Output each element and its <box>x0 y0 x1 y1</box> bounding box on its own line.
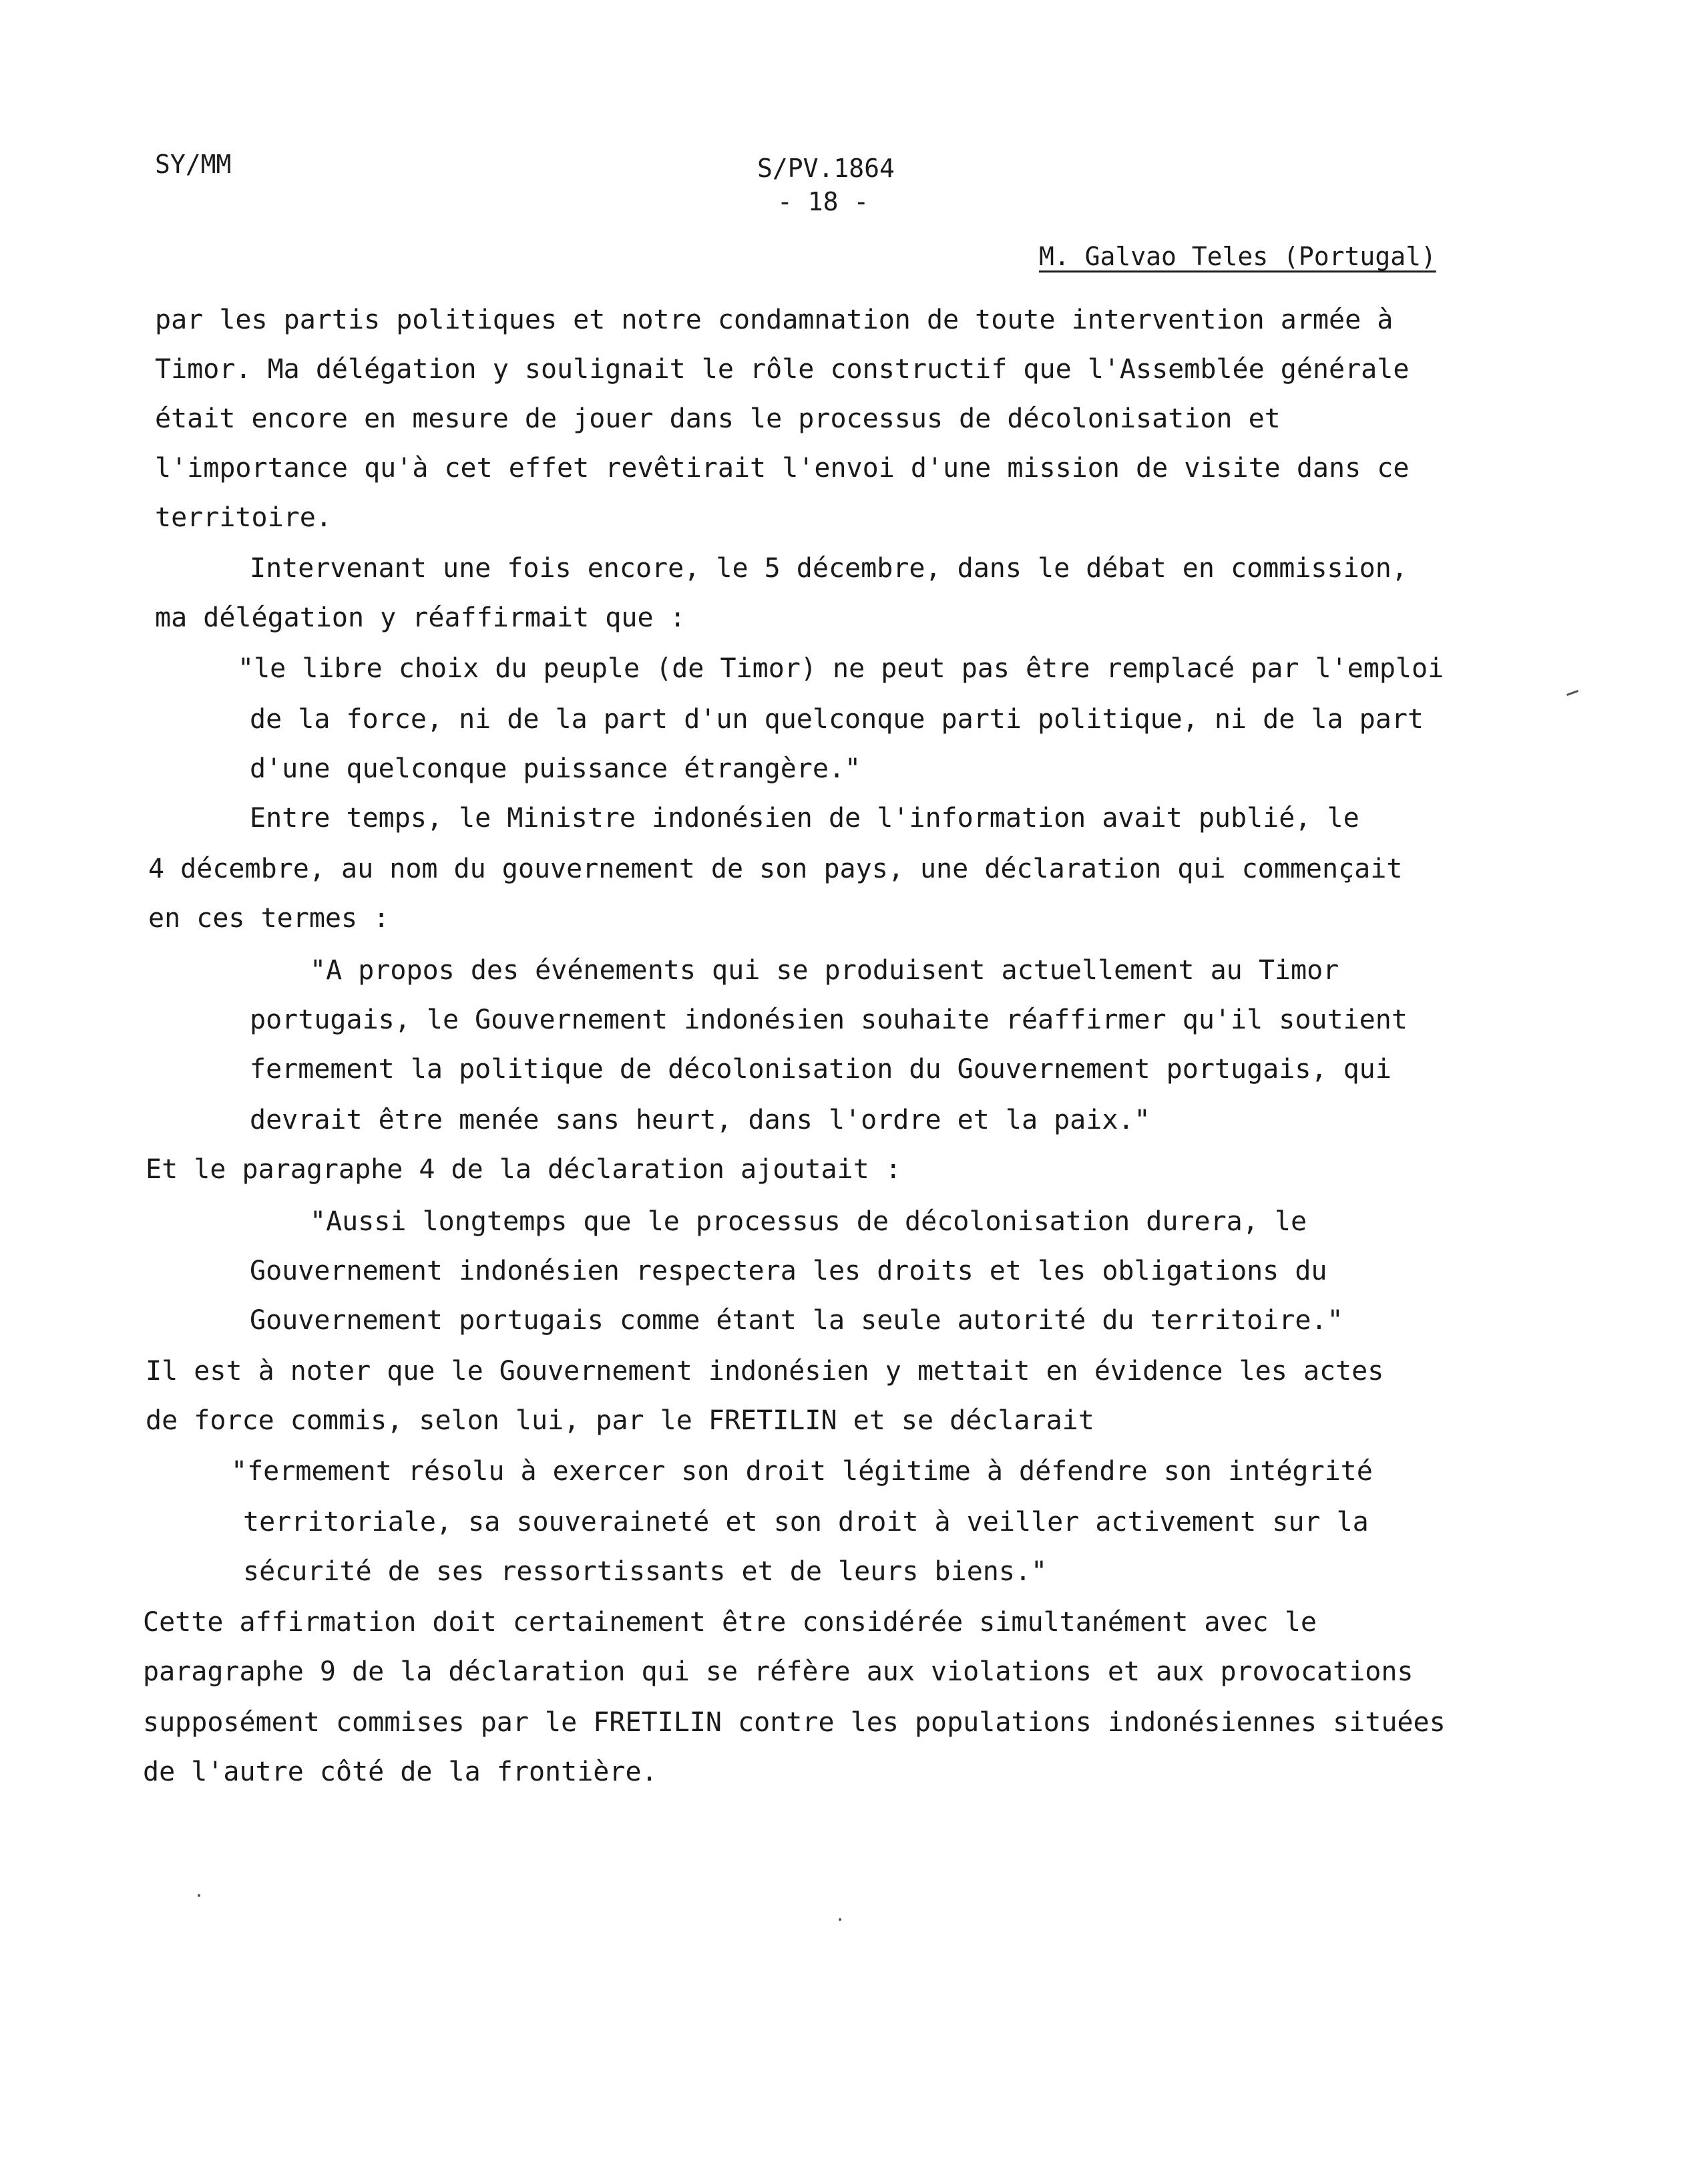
quote-line: "fermement résolu à exercer son droit légitime à défendre son intégrité <box>231 1456 1373 1487</box>
text-line: de force commis, selon lui, par le FRETILIN et se déclarait <box>146 1405 1094 1436</box>
scan-speck <box>1566 690 1578 696</box>
quote-line: devrait être menée sans heurt, dans l'ordre et la paix." <box>250 1105 1150 1135</box>
text-line: était encore en mesure de jouer dans le processus de décolonisation et <box>155 403 1281 434</box>
text-line: en ces termes : <box>148 903 390 934</box>
text-line: Timor. Ma délégation y soulignait le rôle constructif que l'Assemblée générale <box>155 354 1410 385</box>
quote-line: sécurité de ses ressortissants et de leurs biens." <box>243 1556 1048 1587</box>
text-line: supposément commises par le FRETILIN contre les populations indonésiennes situées <box>143 1707 1446 1738</box>
text-line: Cette affirmation doit certainement être considérée simultanément avec le <box>143 1607 1317 1638</box>
text-line: paragraphe 9 de la déclaration qui se réfère aux violations et aux provocations <box>143 1656 1414 1687</box>
quote-line: "A propos des événements qui se produisent actuellement au Timor <box>310 955 1339 986</box>
text-line: Intervenant une fois encore, le 5 décembre, dans le débat en commission, <box>250 553 1408 584</box>
quote-line: de la force, ni de la part d'un quelconque parti politique, ni de la part <box>250 704 1424 735</box>
quote-line: d'une quelconque puissance étrangère." <box>250 753 861 784</box>
text-line: 4 décembre, au nom du gouvernement de son pays, une déclaration qui commençait <box>148 854 1403 884</box>
quote-line: fermement la politique de décolonisation du Gouvernement portugais, qui <box>250 1054 1392 1085</box>
speaker-name: M. Galvao Teles (Portugal) <box>1039 242 1436 271</box>
quote-line: portugais, le Gouvernement indonésien souhaite réaffirmer qu'il soutient <box>250 1005 1408 1035</box>
page-number: - 18 - <box>777 187 869 216</box>
text-line: l'importance qu'à cet effet revêtirait l'envoi d'une mission de visite dans ce <box>155 453 1410 484</box>
text-line: Et le paragraphe 4 de la déclaration ajoutait : <box>146 1154 901 1185</box>
text-line: territoire. <box>155 502 332 533</box>
quote-line: "le libre choix du peuple (de Timor) ne peut pas être remplacé par l'emploi <box>238 653 1444 684</box>
text-line: Il est à noter que le Gouvernement indonésien y mettait en évidence les actes <box>146 1356 1384 1387</box>
text-line: Entre temps, le Ministre indonésien de l'information avait publié, le <box>250 803 1359 834</box>
document-code: SY/MM <box>155 150 232 179</box>
document-symbol: S/PV.1864 <box>757 154 895 183</box>
quote-line: territoriale, sa souveraineté et son droit à veiller activement sur la <box>243 1507 1369 1537</box>
scan-speck <box>198 1894 200 1897</box>
quote-line: Gouvernement portugais comme étant la seule autorité du territoire." <box>250 1305 1343 1336</box>
text-line: de l'autre côté de la frontière. <box>143 1757 658 1787</box>
scan-speck <box>839 1918 841 1921</box>
text-line: ma délégation y réaffirmait que : <box>155 602 686 633</box>
quote-line: Gouvernement indonésien respectera les droits et les obligations du <box>250 1256 1327 1286</box>
quote-line: "Aussi longtemps que le processus de décolonisation durera, le <box>310 1206 1307 1237</box>
text-line: par les partis politiques et notre condamnation de toute intervention armée à <box>155 305 1394 335</box>
